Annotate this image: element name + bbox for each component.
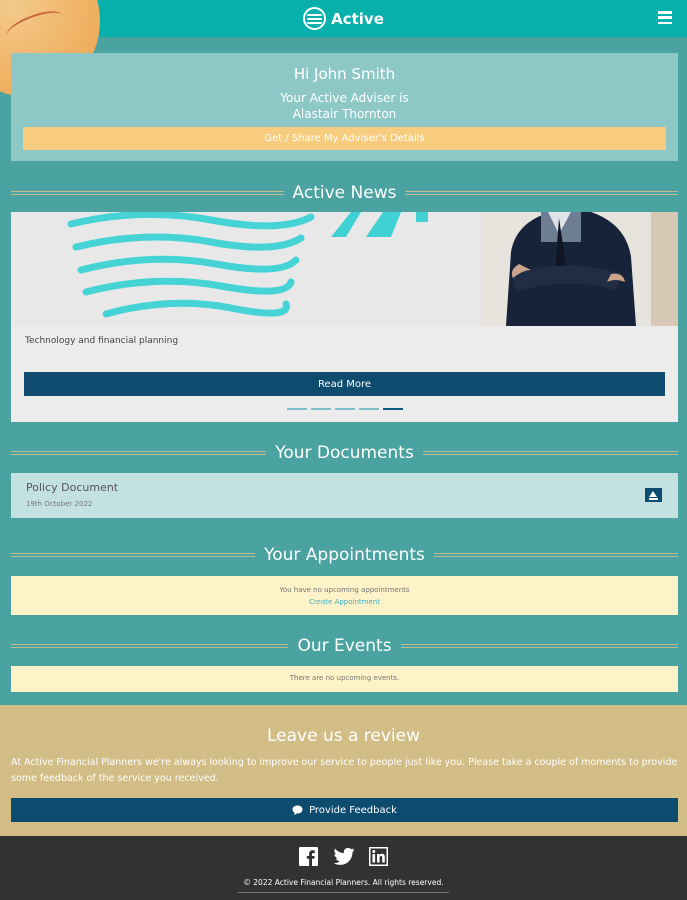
facebook-icon[interactable] <box>299 847 318 866</box>
hamburger-menu-icon[interactable] <box>658 11 672 24</box>
heading-rule-left <box>11 644 288 648</box>
heading-rule-right <box>401 644 678 648</box>
document-title: Policy Document <box>26 481 119 494</box>
carousel-dot[interactable] <box>335 408 355 410</box>
carousel-dot-active[interactable] <box>383 408 403 410</box>
greeting-card <box>11 53 678 161</box>
carousel-dot[interactable] <box>359 408 379 410</box>
provide-feedback-button[interactable] <box>11 798 678 822</box>
news-heading <box>11 183 678 203</box>
review-heading: Leave us a review <box>266 726 421 746</box>
top-bar <box>0 0 687 37</box>
linkedin-icon[interactable] <box>369 847 388 866</box>
heading-rule-left <box>11 553 255 557</box>
review-description: At Active Financial Planners we're always looking to improve our service to people just like you. Please take a couple of moments to provide some feedback of the service you received. <box>11 757 678 784</box>
create-appointment-link[interactable]: Create Appointment <box>309 598 380 606</box>
carousel-indicators <box>11 408 678 410</box>
copyright-text: © 2022 Active Financial Planners. All rights reserved. <box>243 878 444 887</box>
documents-heading <box>11 443 678 463</box>
appointments-heading-text: Your Appointments <box>264 545 425 565</box>
news-heading-text: Active News <box>292 183 397 203</box>
documents-heading-text: Your Documents <box>275 443 414 463</box>
footer <box>0 836 687 900</box>
brand-logo[interactable] <box>303 7 384 30</box>
events-card <box>11 666 678 692</box>
events-heading-text: Our Events <box>297 636 392 656</box>
document-date: 19th October 2022 <box>26 500 93 508</box>
brand-name: Active <box>331 9 384 28</box>
news-image <box>11 212 678 326</box>
news-caption: Technology and financial planning <box>25 336 179 346</box>
twitter-icon[interactable] <box>334 847 353 866</box>
appointments-heading <box>11 545 678 565</box>
document-item[interactable] <box>11 473 678 518</box>
heading-rule-right <box>423 451 678 455</box>
no-appointments-text: You have no upcoming appointments <box>279 586 410 594</box>
appointments-card <box>11 576 678 615</box>
no-events-text: There are no upcoming events. <box>289 674 400 682</box>
carousel-dot[interactable] <box>311 408 331 410</box>
share-adviser-details-button[interactable]: Get / Share My Adviser's Details <box>23 127 666 150</box>
events-heading <box>11 636 678 656</box>
news-carousel[interactable] <box>11 212 678 422</box>
chat-bubble-icon <box>292 805 303 815</box>
heading-rule-right <box>405 191 678 195</box>
footer-divider <box>238 892 449 893</box>
provide-feedback-label: Provide Feedback <box>309 804 397 816</box>
download-icon[interactable] <box>645 488 662 502</box>
heading-rule-right <box>434 553 678 557</box>
carousel-dot[interactable] <box>287 408 307 410</box>
greeting-title: Hi John Smith <box>293 65 396 83</box>
adviser-name: Alastair Thornton <box>292 107 397 121</box>
review-section <box>0 705 687 836</box>
adviser-info <box>11 90 678 122</box>
active-logo-icon <box>303 7 326 30</box>
read-more-button[interactable]: Read More <box>24 372 665 396</box>
heading-rule-left <box>11 191 284 195</box>
adviser-line: Your Active Adviser is <box>280 91 409 105</box>
heading-rule-left <box>11 451 266 455</box>
social-links <box>0 847 687 866</box>
